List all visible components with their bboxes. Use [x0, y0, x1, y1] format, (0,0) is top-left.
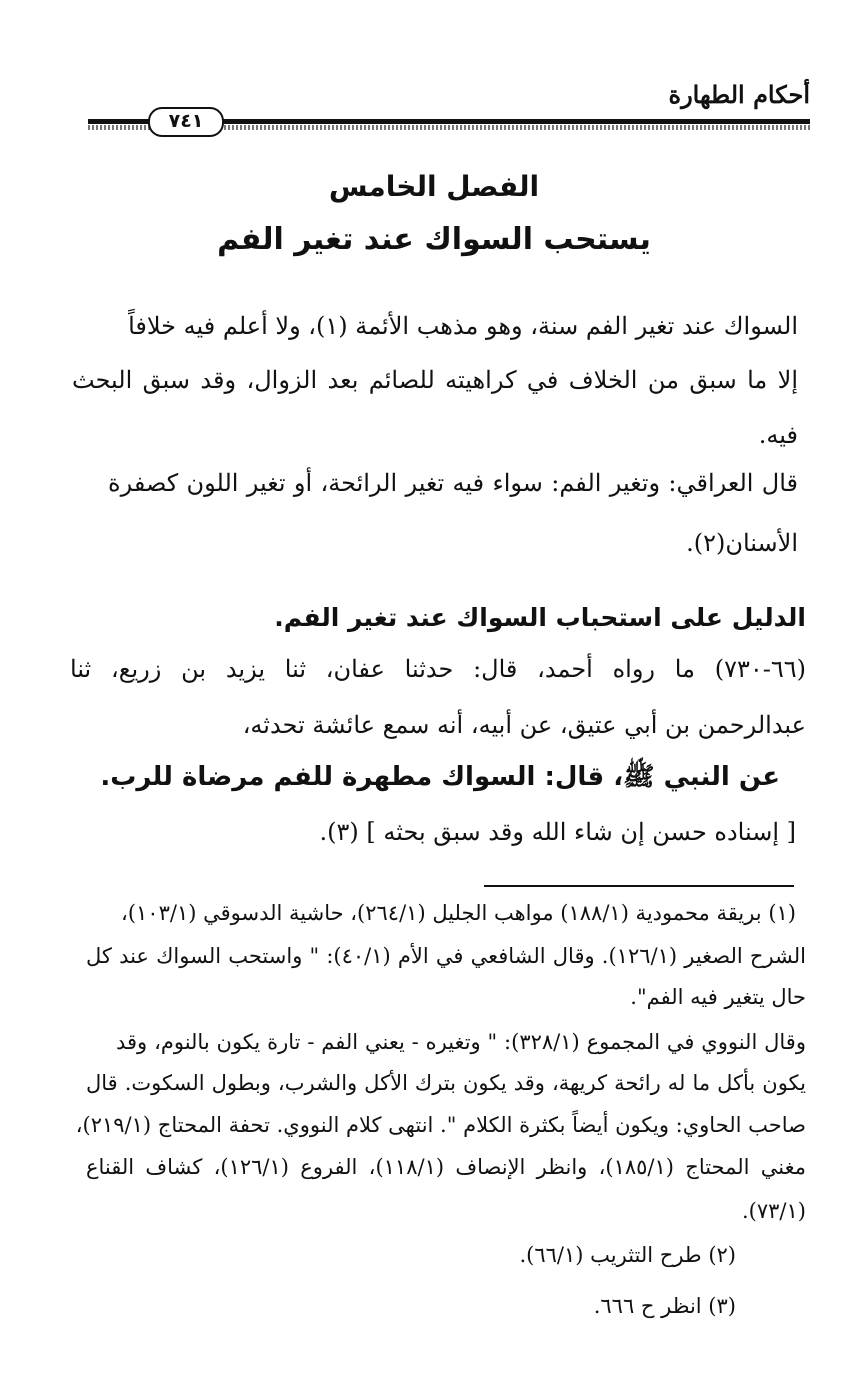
- hadith-chain-line: (٦٦-٧٣٠) ما رواه أحمد، قال: حدثنا عفان، ثنا يزيد بن زريع، ثنا: [70, 655, 806, 683]
- chapter-heading: الفصل الخامس: [328, 170, 540, 203]
- footnote-line: وقال النووي في المجموع (٣٢٨/١): " وتغيره - يعني الفم - تارة يكون بالنوم، وقد: [116, 1030, 806, 1054]
- hadith-grading: [ إسناده حسن إن شاء الله وقد سبق بحثه ] (٣).: [319, 818, 796, 846]
- paragraph-line: فيه.: [758, 421, 798, 449]
- footnote-separator: [484, 885, 794, 887]
- footnote-2: (٢) طرح التثريب (٦٦/١).: [519, 1243, 736, 1267]
- chapter-title: يستحب السواك عند تغير الفم: [217, 222, 651, 257]
- footnote-line: الشرح الصغير (١٢٦/١). وقال الشافعي في الأم (٤٠/١): " واستحب السواك عند كل: [86, 944, 807, 968]
- running-title: أحكام الطهارة: [668, 80, 810, 109]
- paragraph-line: إلا ما سبق من الخلاف في كراهيته للصائم بعد الزوال، وقد سبق البحث: [72, 366, 798, 394]
- paragraph-line: قال العراقي: وتغير الفم: سواء فيه تغير الرائحة، أو تغير اللون كصفرة: [108, 469, 798, 497]
- footnote-line: مغني المحتاج (١٨٥/١)، وانظر الإنصاف (١١٨/١)، الفروع (١٢٦/١)، كشاف القناع: [86, 1155, 807, 1179]
- footnote-line: (١) بريقة محمودية (١٨٨/١) مواهب الجليل (٢٦٤/١)، حاشية الدسوقي (١٠٣/١)،: [121, 901, 796, 925]
- paragraph-line: السواك عند تغير الفم سنة، وهو مذهب الأئمة (١)، ولا أعلم فيه خلافاً: [128, 312, 798, 340]
- footnote-line: يكون بأكل ما له رائحة كريهة، وقد يكون بترك الأكل والشرب، وبطول السكوت. قال: [86, 1071, 806, 1095]
- footnote-3: (٣) انظر ح ٦٦٦.: [593, 1294, 736, 1318]
- hadith-chain-line: عبدالرحمن بن أبي عتيق، عن أبيه، أنه سمع عائشة تحدثه،: [242, 711, 806, 739]
- footnote-line: حال يتغير فيه الفم".: [630, 985, 806, 1009]
- paragraph-line: الأسنان(٢).: [686, 529, 798, 557]
- evidence-heading: الدليل على استحباب السواك عند تغير الفم.: [274, 603, 806, 632]
- hadith-text: عن النبي ﷺ، قال: السواك مطهرة للفم مرضاة للرب.: [100, 762, 780, 792]
- page-number: ٧٤١: [148, 107, 224, 137]
- footnote-line: (٧٣/١).: [742, 1199, 806, 1223]
- footnote-line: صاحب الحاوي: ويكون أيضاً بكثرة الكلام ". انتهى كلام النووي. تحفة المحتاج (٢١٩/١)،: [75, 1113, 806, 1137]
